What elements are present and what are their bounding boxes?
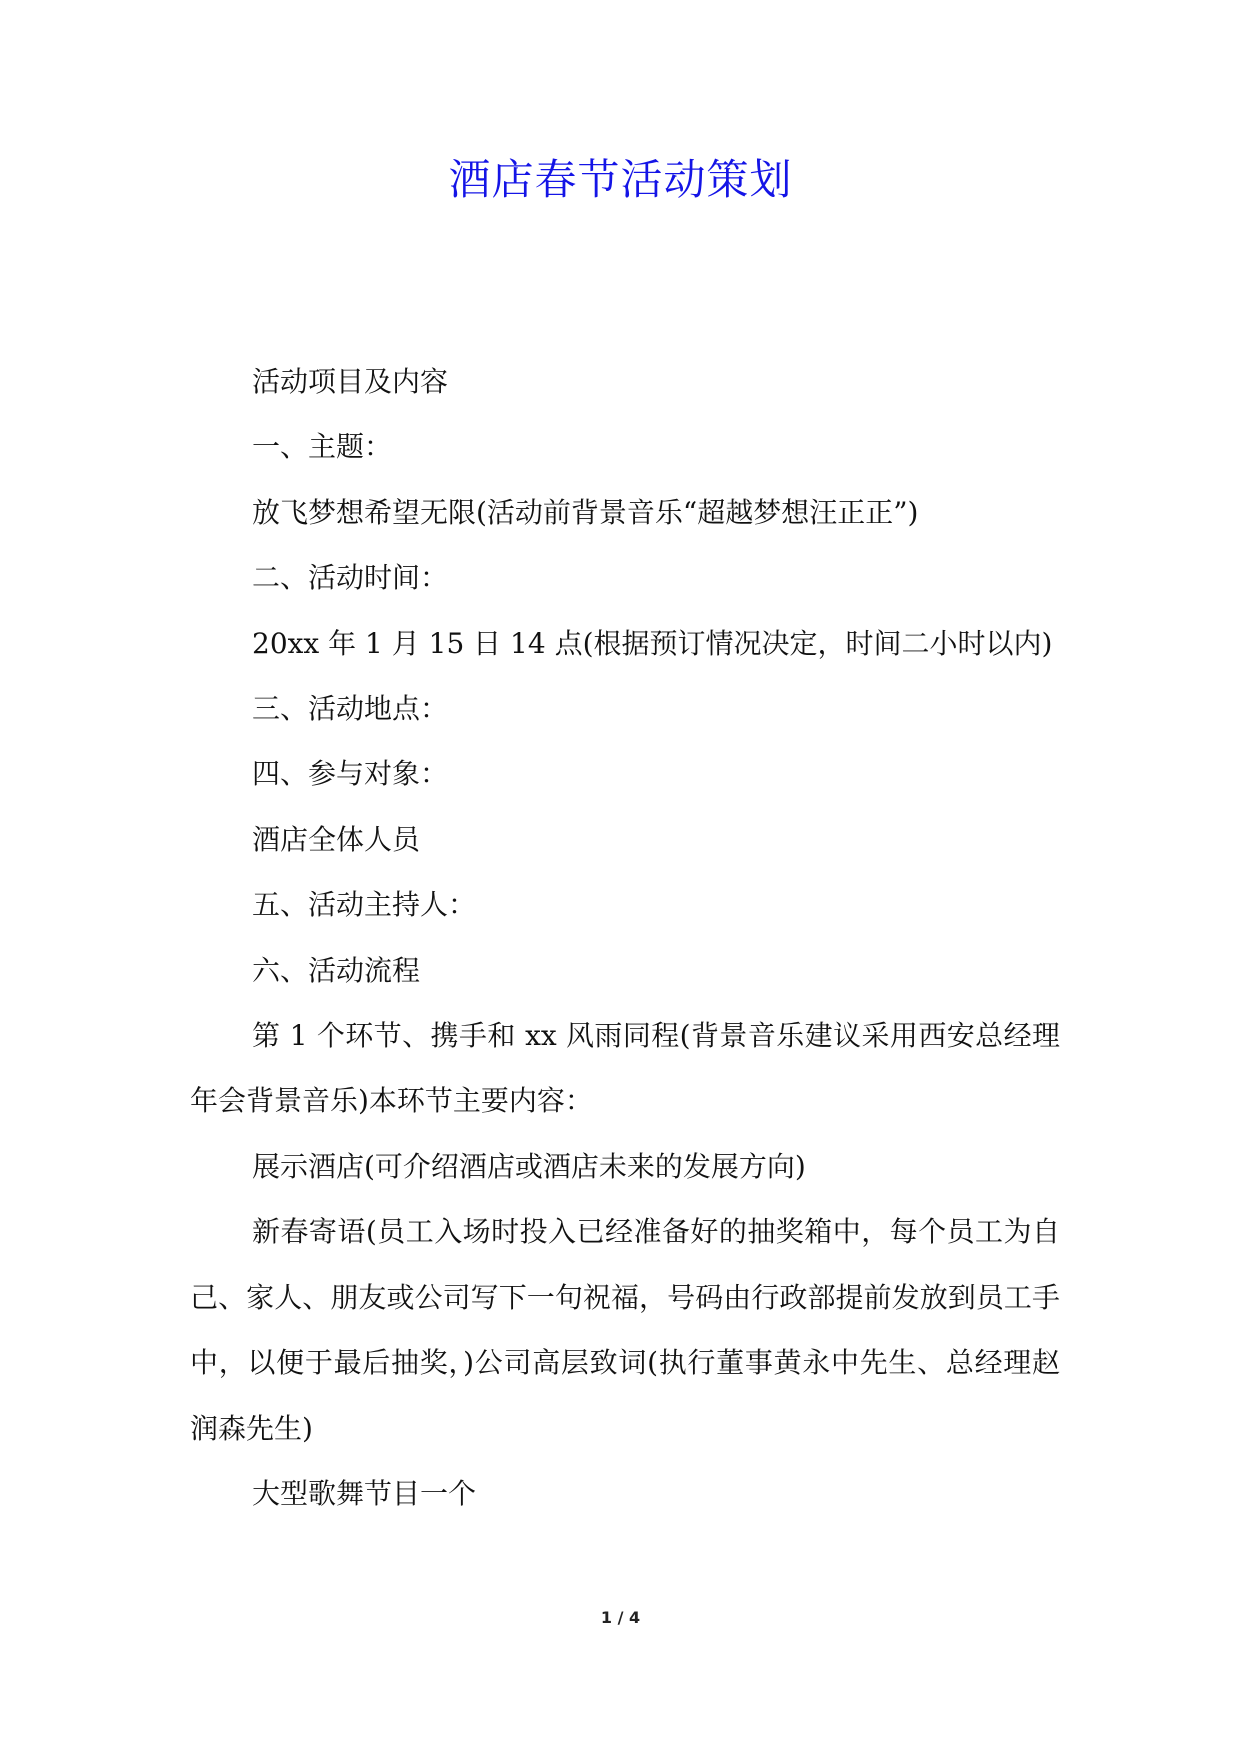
paragraph-participants: 酒店全体人员 [252, 822, 421, 856]
paragraph-location-heading: 三、活动地点： [252, 692, 449, 726]
paragraph-participants-heading: 四、参与对象： [252, 757, 449, 791]
paragraph-host-heading: 五、活动主持人： [252, 888, 477, 922]
paragraph-activity-items: 活动项目及内容 [252, 365, 449, 398]
paragraph-new-year-wishes: 新春寄语(员工入场时投入已经准备好的抽奖箱中，每个员工为自己、家人、朋友或公司写下一句祝福，号码由行政部提前发放到员工手中，以便于最后抽奖，)公司高层致词(执行董事黄永中先生、总经理赵润森先生) [190, 1215, 1060, 1445]
paragraph-theme-heading: 一、主题： [252, 430, 393, 464]
page-number: 1 / 4 [600, 1608, 641, 1627]
paragraph-section-one: 第 1 个环节、携手和 xx 风雨同程(背景音乐建议采用西安总经理年会背景音乐)本环节主要内容： [190, 1019, 1060, 1118]
paragraph-hotel-showcase: 展示酒店(可介绍酒店或酒店未来的发展方向) [252, 1149, 806, 1183]
paragraph-theme: 放飞梦想希望无限(活动前背景音乐“超越梦想汪正正”) [252, 495, 919, 529]
paragraph-time: 20xx 年 1 月 15 日 14 点(根据预订情况决定，时间二小时以内) [252, 626, 1053, 660]
document-body [190, 349, 1060, 1526]
paragraph-time-heading: 二、活动时间： [252, 561, 449, 595]
document-title: 酒店春节活动策划 [448, 155, 793, 204]
paragraph-process-heading: 六、活动流程 [252, 953, 421, 987]
paragraph-song-dance: 大型歌舞节目一个 [252, 1476, 477, 1510]
